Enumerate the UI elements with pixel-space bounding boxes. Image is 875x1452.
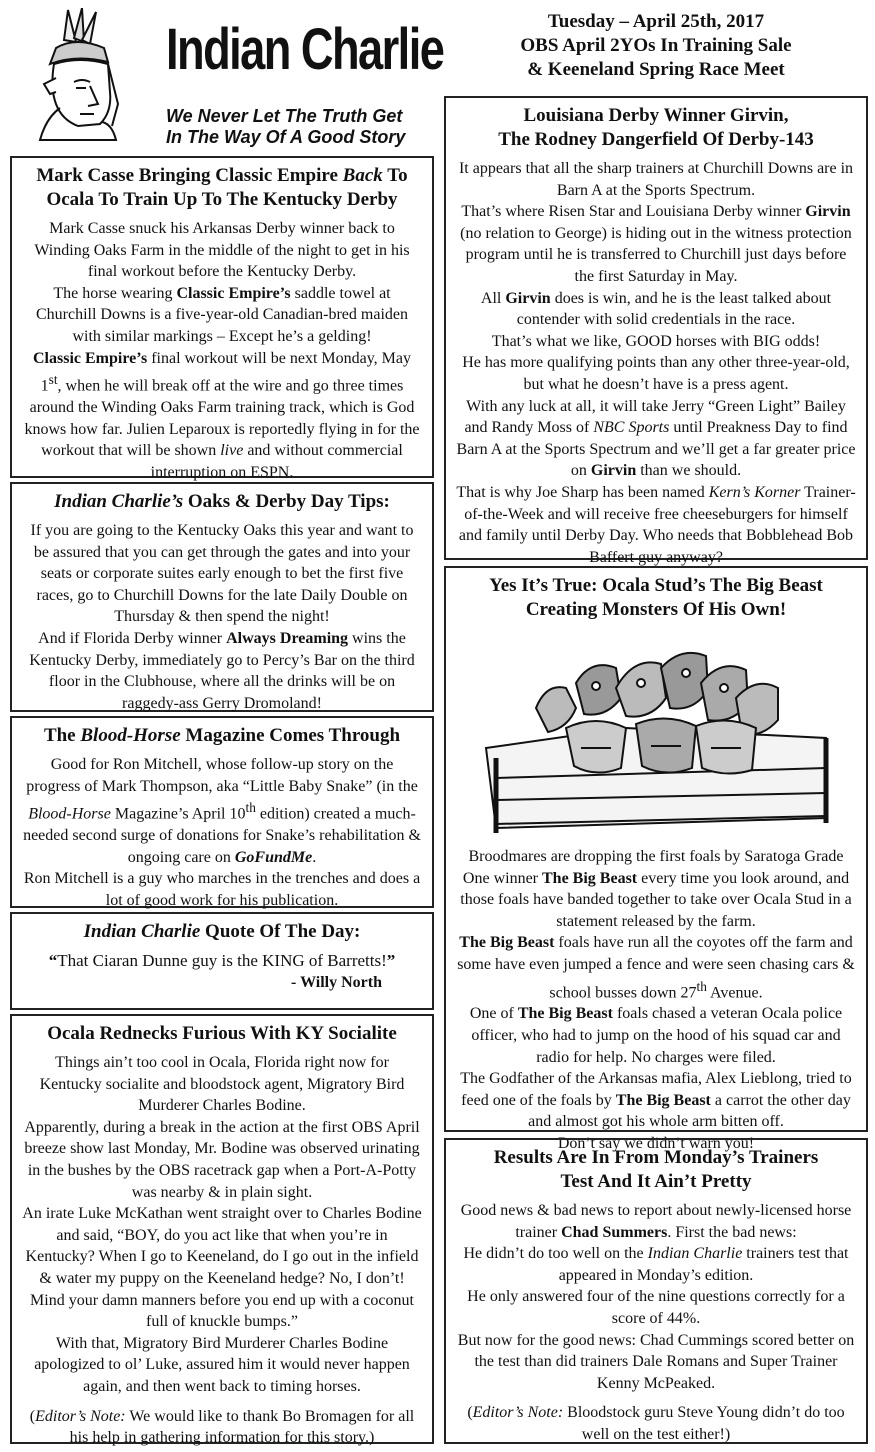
horse-name: Girvin [805, 203, 851, 221]
horse-name: Girvin [505, 289, 551, 307]
text-run: Avenue. [706, 983, 763, 1001]
title-line: Results Are In From Monday’s Trainers [493, 1147, 819, 1168]
article-paragraph: That’s what we like, GOOD horses with BIG odds! [491, 332, 821, 350]
horse-name: The Big Beast [459, 934, 555, 952]
text-run: Magazine’s April 10 [110, 805, 246, 823]
article-paragraph [456, 1200, 856, 1243]
tagline-line-1: We Never Let The Truth Get [166, 106, 403, 126]
article-paragraph: He only answered four of the nine questions correctly for a score of 44%. [467, 1288, 845, 1327]
article-casse-title [22, 164, 422, 212]
text-run: every time you look around, and those foals have banded together to take over Ocala Stud in a statement released by the farm. [460, 869, 852, 930]
text-run: until Preakness Day to find Barn A at the Sports Spectrum and we’ll get a far greater price on [456, 419, 856, 480]
article-bloodhorse-title [22, 724, 422, 748]
title-part: Indian Charlie [83, 921, 201, 942]
article-tips [10, 482, 434, 712]
ordinal-suffix: th [696, 978, 707, 994]
text-run: Indian Charlie [647, 1245, 743, 1263]
text-run: He didn’t do too well on the [463, 1245, 648, 1263]
text-run: foals chased a veteran Ocala police officer, who had to jump on the hood of his squad car and radio for help. No charges were filed. [471, 1005, 843, 1066]
title-line: The Rodney Dangerfield Of Derby-143 [498, 129, 814, 150]
tagline-line-2: In The Way Of A Good Story [166, 127, 406, 147]
article-tips-title [22, 490, 422, 514]
title-part: Blood-Horse [80, 725, 181, 746]
article-paragraph: With that, Migratory Bird Murderer Charles Bodine apologized to ol’ Luke, assured him it would never happen again, and then went back to timing horses. [34, 1334, 410, 1395]
text-run: That’s where Risen Star and Louisiana Derby winner [461, 203, 806, 221]
masthead-tagline [166, 106, 405, 148]
article-paragraph [456, 288, 856, 331]
article-paragraph: Ron Mitchell is a guy who marches in the trenches and does a lot of good work for his publication. [23, 870, 421, 909]
text-run: All [480, 289, 506, 307]
text-run: Good news & bad news to report about newly-licensed horse trainer [460, 1202, 852, 1241]
article-paragraph [22, 628, 422, 714]
text-run: Trainer-of-the-Week and will receive free cheeseburgers for himself and family until Derby Day. Who needs that Bobblehead Bob Baffert guy anyway? [458, 483, 856, 566]
editors-note [22, 1406, 422, 1449]
title-part: Magazine Comes Through [180, 725, 401, 746]
article-paragraph [22, 348, 422, 484]
article-results [444, 1138, 868, 1444]
ordinal-suffix: st [48, 372, 58, 388]
text-run: than we should. [636, 462, 742, 480]
article-paragraph [456, 1243, 856, 1286]
text-run: edition) created a much-needed second surge of donations for Snake’s rehabilitation & ongoing care on [23, 805, 421, 866]
title-part: Back [342, 165, 383, 186]
title-line: Louisiana Derby Winner Girvin, [523, 105, 789, 126]
article-beast-title [456, 574, 856, 622]
text-run: trainers test that appeared in Monday’s edition. [558, 1245, 849, 1284]
horse-name: Girvin [590, 462, 637, 480]
article-paragraph [22, 754, 422, 868]
text-run: Editor’s Note: [472, 1404, 564, 1422]
text-run: (no relation to George) is hiding out in the witness protection program until he is transferred to Churchill just days before the first Saturday in May. [460, 224, 852, 285]
text-run: Broodmares are dropping the first foals by Saratoga Grade One winner [462, 848, 844, 887]
text-run: final workout will be next Monday, May 1 [40, 349, 412, 395]
article-paragraph [456, 396, 856, 482]
horse-name: Always Dreaming [226, 629, 349, 647]
text-run: We would like to thank Bo Bromagen for all his help in gathering information for this story.) [69, 1407, 415, 1447]
article-paragraph [456, 1003, 856, 1068]
quote-mark: ” [386, 951, 396, 970]
text-run: The horse wearing [53, 284, 177, 302]
title-line: Creating Monsters Of His Own! [525, 599, 787, 620]
title-line: Test And It Ain’t Pretty [560, 1171, 752, 1192]
title-part: Mark Casse Bringing Classic Empire [36, 165, 343, 186]
article-paragraph [456, 932, 856, 1003]
text-run: The Godfather of the Arkansas mafia, Alex Lieblong, tried to feed one of the foals by [460, 1070, 852, 1109]
text-run: With any luck at all, it will take Jerry “Green Light” Bailey and Randy Moss of [464, 397, 846, 437]
text-run: Bloodstock guru Steve Young didn’t do too well on the test either!) [563, 1404, 845, 1443]
horse-name: The Big Beast [615, 1091, 711, 1109]
horse-name: Classic Empire’s [32, 349, 148, 367]
text-run: live [220, 442, 244, 460]
text-run: does is win, and he is the least talked about contender with solid credentials in the race. [516, 289, 832, 329]
article-paragraph: It appears that all the sharp trainers at Churchill Downs are in Barn A at the Sports Spectrum. [458, 160, 854, 199]
text-run: And if Florida Derby winner [38, 629, 227, 647]
article-paragraph [22, 283, 422, 348]
article-quote-title [22, 920, 422, 944]
text-run: Blood-Horse [28, 805, 111, 823]
title-line: Yes It’s True: Ocala Stud’s The Big Beast [489, 575, 823, 596]
horse-name: The Big Beast [517, 1005, 613, 1023]
text-run: . [312, 848, 317, 866]
article-results-title [456, 1146, 856, 1194]
text-run: wins the Kentucky Derby, immediately go to Percy’s Bar on the third floor in the Clubhouse, where all the drinks will be on raggedy-ass Gerry Dromoland! [29, 629, 415, 712]
indian-head-logo-icon [16, 8, 136, 148]
title-part: Quote Of The Day: [200, 921, 361, 942]
trainer-name: Chad Summers [561, 1223, 668, 1241]
article-paragraph [456, 201, 856, 287]
article-paragraph: But now for the good news: Chad Cummings scored better on the test than did trainers Dale Romans and Super Trainer Kenny McPeaked. [457, 1331, 855, 1392]
masthead [8, 4, 444, 152]
article-quote [10, 912, 434, 1010]
article-paragraph: Don’t say we didn’t warn you! [557, 1135, 755, 1153]
text-run: One of [469, 1005, 518, 1023]
horse-name: Classic Empire’s [176, 284, 291, 302]
article-paragraph [456, 1068, 856, 1133]
text-run: foals have run all the coyotes off the farm and some have even jumped a fence and were seen chasing cars & school busses down 27 [457, 934, 855, 1001]
text-run: and without commercial interruption on ESPN. [150, 442, 403, 481]
text-run: NBC Sports [593, 419, 670, 437]
article-paragraph: Apparently, during a break in the action at the first OBS April breeze show last Monday, Mr. Bodine was observed urinating in the bushes by the OBS racetrack gap when a Port-A-Potty was nearby & in plain sight. [24, 1118, 420, 1201]
article-paragraph [456, 482, 856, 568]
dateline [446, 10, 866, 82]
article-paragraph [456, 846, 856, 932]
text-run: Editor’s Note: [35, 1407, 126, 1425]
title-part: The [43, 725, 81, 746]
dateline-meet: & Keeneland Spring Race Meet [527, 59, 785, 80]
article-casse [10, 156, 434, 481]
article-girvin [444, 96, 868, 566]
editors-note [456, 1402, 856, 1445]
article-paragraph: Things ain’t too cool in Ocala, Florida right now for Kentucky socialite and bloodstock agent, Migratory Bird Murderer Charles Bodine. [39, 1054, 405, 1115]
quote-mark: “ [48, 951, 58, 970]
article-girvin-title [456, 104, 856, 152]
horse-name: The Big Beast [542, 869, 638, 887]
title-part: To Ocala To Train Up To The Kentucky Derby [46, 165, 408, 210]
article-paragraph: If you are going to the Kentucky Oaks this year and want to be assured that you can get through the gates and into your seats or corporate suites early enough to bet the first five races, go to Churchill Downs for the late Daily Double on Thursday & then spend the night! [30, 522, 414, 626]
article-rednecks [10, 1014, 434, 1447]
text-run: a carrot the other day and almost got his whole arm bitten off. [528, 1091, 851, 1131]
monster-foals-cartoon-icon [456, 628, 856, 838]
text-run: That is why Joe Sharp has been named [456, 483, 709, 501]
article-paragraph: An irate Luke McKathan went straight over to Charles Bodine and said, “BOY, do you act like that when you’re in Kentucky? When I go to Keeneland, do I go out in the infield & water my puppy on the Keeneland hedge? No, I don’t! Mind your damn manners before you end up with a coconut full of knuckle bumps.” [22, 1205, 422, 1331]
dateline-sale: OBS April 2YOs In Training Sale [520, 35, 792, 56]
article-bloodhorse [10, 716, 434, 908]
article-paragraph: Mark Casse snuck his Arkansas Derby winner back to Winding Oaks Farm in the middle of the night to get in his final workout before the Kentucky Derby. [34, 220, 410, 281]
text-run: Good for Ron Mitchell, whose follow-up story on the progress of Mark Thompson, aka “Little Baby Snake” (in the [26, 756, 418, 795]
article-rednecks-title: Ocala Rednecks Furious With KY Socialite [47, 1023, 397, 1044]
article-beast [444, 566, 868, 1153]
text-run: Kern’s Korner [708, 483, 801, 501]
title-part: Indian Charlie’s [54, 491, 184, 512]
masthead-title: Indian Charlie [166, 17, 444, 82]
text-run: . First the bad news: [667, 1223, 797, 1241]
ordinal-suffix: th [245, 800, 256, 816]
text-run: That Ciaran Dunne guy is the KING of Barretts! [57, 951, 387, 970]
text-run: GoFundMe [234, 848, 313, 866]
dateline-date: Tuesday – April 25th, 2017 [547, 11, 765, 32]
article-paragraph: He has more qualifying points than any other three-year-old, but what he doesn’t have is a press agent. [462, 354, 850, 393]
text-run: , when he will break off at the wire and go three times around the Winding Oaks Farm training track, which is God knows how far. Julien Leparoux is reportedly flying in for the workout that will be shown [24, 377, 420, 460]
quote-text [22, 950, 422, 972]
title-part: Oaks & Derby Day Tips: [183, 491, 390, 512]
text-run: saddle towel at Churchill Downs is a five-year-old Canadian-bred maiden with similar markings – Except he’s a gelding! [35, 284, 408, 345]
text-run: ( [467, 1404, 473, 1422]
text-run: ( [29, 1407, 36, 1425]
quote-author: - Willy North [291, 973, 382, 991]
